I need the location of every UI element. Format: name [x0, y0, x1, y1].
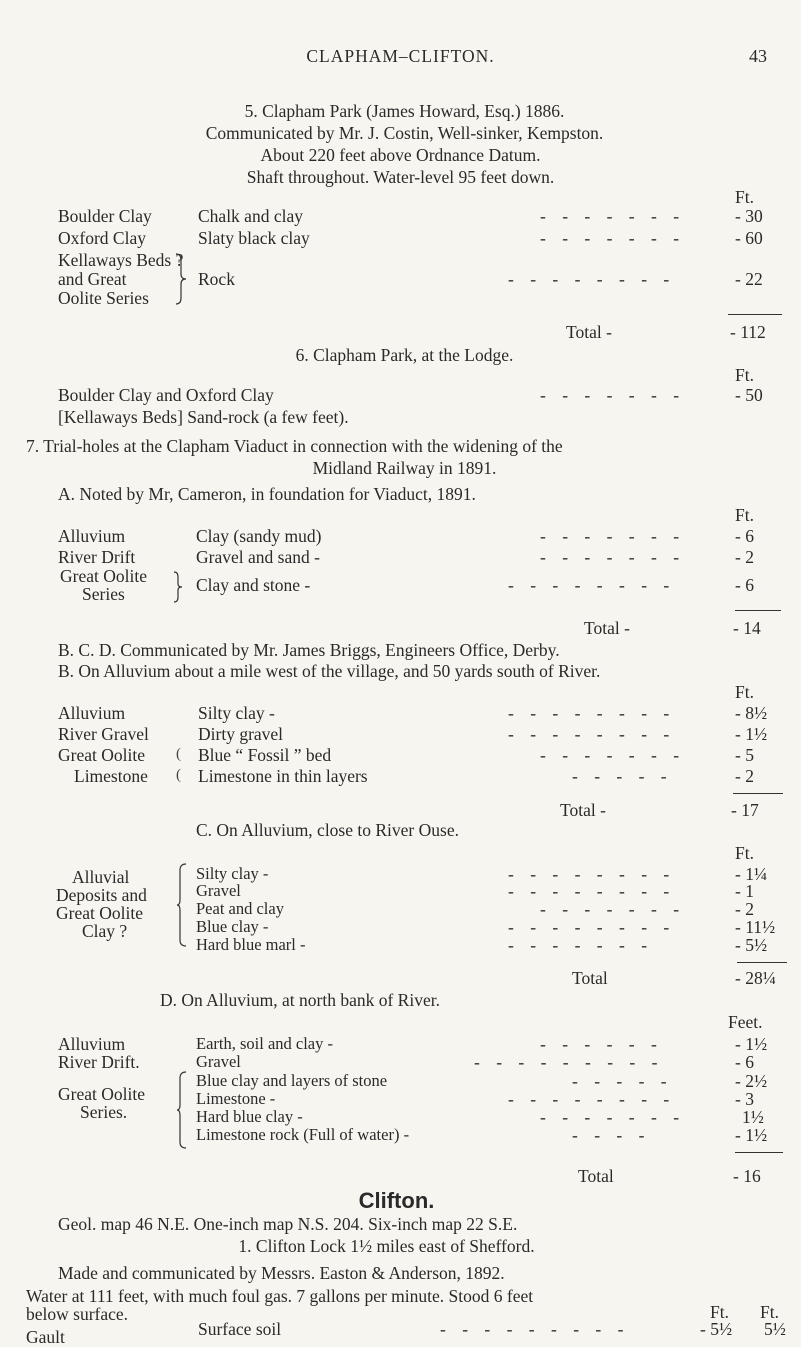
leader-dots: - - - - - - -	[540, 1107, 686, 1127]
formation-label: Great Oolite	[58, 745, 145, 765]
formation-label: Gault	[26, 1327, 65, 1347]
thickness-value: - 1½	[735, 724, 768, 744]
leader-dots: - - - - - - - -	[508, 703, 676, 723]
thickness-value: - 8½	[735, 703, 768, 723]
feet-header: Feet.	[728, 1012, 763, 1032]
leader-dots: - - - -	[572, 1125, 651, 1145]
subsection-d-title: D. On Alluvium, at north bank of River.	[160, 990, 440, 1010]
material-label: Silty clay -	[198, 703, 275, 723]
total-rule	[737, 962, 787, 963]
section-5-shaft: Shaft throughout. Water-level 95 feet down.	[246, 167, 555, 187]
thickness-value: - 5½	[735, 935, 768, 955]
material-label: Earth, soil and clay -	[196, 1034, 333, 1053]
bracket-icon: (	[176, 746, 181, 762]
material-label: Peat and clay	[196, 899, 284, 918]
total-label: Total	[572, 968, 608, 988]
material-label: Surface soil	[198, 1319, 282, 1339]
clifton-water: Water at 111 feet, with much foul gas. 7 gallons per minute. Stood 6 feet	[26, 1286, 534, 1306]
formation-label: Alluvium	[58, 703, 126, 723]
clifton-heading: Clifton.	[358, 1188, 435, 1213]
ft-header: Ft.	[735, 843, 754, 863]
material-label: Limestone rock (Full of water) -	[196, 1125, 410, 1144]
thickness-value: 1½	[742, 1107, 764, 1127]
material-label: Dirty gravel	[198, 724, 284, 744]
total-rule	[735, 610, 781, 611]
total-rule	[728, 314, 782, 315]
section-5-communicated: Communicated by Mr. J. Costin, Well-sinker, Kempston.	[205, 123, 604, 143]
leader-dots: - - - - - - - -	[508, 881, 676, 901]
material-label: Blue “ Fossil ” bed	[198, 745, 332, 765]
total-label: Total -	[560, 800, 606, 820]
thickness-value: - 1	[735, 881, 754, 901]
formation-label: Limestone	[74, 766, 148, 786]
total-rule	[735, 1152, 783, 1153]
formation-label: Series.	[80, 1102, 128, 1122]
formation-label: Series	[82, 584, 125, 604]
formation-label: Alluvium	[58, 526, 126, 546]
leader-dots: - - - - - - -	[540, 547, 686, 567]
formation-label: Deposits and	[56, 885, 147, 905]
material-label: Gravel	[196, 1052, 241, 1071]
thickness-value: - 2	[735, 547, 754, 567]
thickness-value: - 50	[735, 385, 763, 405]
section-7-intro-2: Midland Railway in 1891.	[312, 458, 497, 478]
formation-label: Great Oolite	[56, 903, 143, 923]
brace-icon	[176, 1070, 188, 1150]
leader-dots: - - - - - - - -	[508, 917, 676, 937]
material-label: Hard blue clay -	[196, 1107, 303, 1126]
formation-label: Great Oolite	[60, 566, 147, 586]
material-label: Gravel	[196, 881, 241, 900]
material-label: Chalk and clay	[198, 206, 303, 226]
leader-dots: - - - - - - - - -	[474, 1052, 664, 1072]
formation-label: River Drift.	[58, 1052, 140, 1072]
leader-dots: - - - - - -	[540, 1034, 663, 1054]
leader-dots: - - - - - - -	[540, 526, 686, 546]
material-label: Blue clay -	[196, 917, 269, 936]
leader-dots: - - - - - - -	[540, 385, 686, 405]
material-label: Slaty black clay	[198, 228, 310, 248]
page-number: 43	[749, 46, 767, 66]
total-label: Total	[578, 1166, 614, 1186]
material-label: Hard blue marl -	[196, 935, 306, 954]
leader-dots: - - - - - - -	[508, 935, 654, 955]
material-label: Rock	[198, 269, 235, 289]
thickness-value: - 1½	[735, 1125, 768, 1145]
material-label: Clay (sandy mud)	[196, 526, 322, 546]
formation-label: Kellaways Beds ?	[58, 250, 184, 270]
section-5-datum: About 220 feet above Ordnance Datum.	[260, 145, 541, 165]
material-label: Limestone -	[196, 1089, 276, 1108]
formation-label: and Great	[58, 269, 127, 289]
section-6-line-2: [Kellaways Beds] Sand-rock (a few feet).	[58, 407, 349, 427]
thickness-value: - 60	[735, 228, 763, 248]
section-5-title: 5. Clapham Park (James Howard, Esq.) 1886.	[244, 101, 565, 121]
ft-header-cumulative: Ft.	[760, 1302, 779, 1322]
thickness-value: - 30	[735, 206, 763, 226]
formation-label: Clay ?	[82, 921, 128, 941]
leader-dots: - - - - - - -	[540, 206, 686, 226]
thickness-value: - 6	[735, 575, 754, 595]
bcd-communicated: B. C. D. Communicated by Mr. James Briggs, Engineers Office, Derby.	[58, 640, 560, 660]
ft-header: Ft.	[735, 505, 754, 525]
thickness-value: - 3	[735, 1089, 754, 1109]
clifton-maps: Geol. map 46 N.E. One-inch map N.S. 204. Six-inch map 22 S.E.	[58, 1214, 518, 1234]
total-label: Total -	[566, 322, 612, 342]
clifton-lock-title: 1. Clifton Lock 1½ miles east of Shefford.	[238, 1236, 535, 1256]
total-value: - 112	[730, 322, 766, 342]
section-7-intro: 7. Trial-holes at the Clapham Viaduct in connection with the widening of the	[26, 436, 563, 456]
ft-header: Ft.	[735, 365, 754, 385]
formation-label: Alluvium	[58, 1034, 126, 1054]
brace-icon	[172, 570, 184, 604]
thickness-value: - 1¼	[735, 864, 768, 884]
total-value: - 16	[733, 1166, 761, 1186]
brace-icon	[176, 862, 188, 948]
thickness-value: - 5	[735, 745, 754, 765]
formation-label: River Gravel	[58, 724, 149, 744]
thickness-value: - 2	[735, 766, 754, 786]
running-header: CLAPHAM–CLIFTON.	[306, 46, 495, 66]
thickness-value: - 2	[735, 899, 754, 919]
leader-dots: - - - - - - - -	[508, 724, 676, 744]
thickness-value: - 6	[735, 1052, 754, 1072]
section-6-line-1: Boulder Clay and Oxford Clay	[58, 385, 274, 405]
formation-label: Oxford Clay	[58, 228, 146, 248]
total-value: - 17	[731, 800, 759, 820]
clifton-water-2: below surface.	[26, 1304, 129, 1324]
formation-label: Oolite Series	[58, 288, 149, 308]
cumulative-value: 5½	[764, 1319, 786, 1339]
leader-dots: - - - - - - - -	[508, 864, 676, 884]
material-label: Limestone in thin layers	[198, 766, 368, 786]
total-rule	[733, 793, 783, 794]
brace-icon	[174, 252, 188, 306]
leader-dots: - - - - -	[572, 1071, 673, 1091]
total-label: Total -	[584, 618, 630, 638]
formation-label: River Drift	[58, 547, 136, 567]
subsection-b-title: B. On Alluvium about a mile west of the village, and 50 yards south of River.	[58, 661, 601, 681]
section-6-title: 6. Clapham Park, at the Lodge.	[295, 345, 514, 365]
leader-dots: - - - - -	[572, 766, 673, 786]
thickness-value: - 5½	[700, 1319, 733, 1339]
subsection-a-title: A. Noted by Mr, Cameron, in foundation for Viaduct, 1891.	[58, 484, 476, 504]
thickness-value: - 6	[735, 526, 754, 546]
bracket-icon: (	[176, 767, 181, 783]
leader-dots: - - - - - - -	[540, 228, 686, 248]
thickness-value: - 22	[735, 269, 763, 289]
material-label: Blue clay and layers of stone	[196, 1071, 388, 1090]
thickness-value: - 1½	[735, 1034, 768, 1054]
ft-header: Ft.	[735, 682, 754, 702]
clifton-made: Made and communicated by Messrs. Easton & Anderson, 1892.	[58, 1263, 505, 1283]
ft-header: Ft.	[710, 1302, 729, 1322]
ft-header: Ft.	[735, 187, 754, 207]
leader-dots: - - - - - - -	[540, 899, 686, 919]
leader-dots: - - - - - - - - -	[440, 1319, 630, 1339]
thickness-value: - 11½	[735, 917, 776, 937]
material-label: Gravel and sand -	[196, 547, 320, 567]
formation-label: Boulder Clay	[58, 206, 152, 226]
thickness-value: - 2½	[735, 1071, 768, 1091]
subsection-c-title: C. On Alluvium, close to River Ouse.	[196, 820, 459, 840]
leader-dots: - - - - - - -	[540, 745, 686, 765]
total-value: - 28¼	[735, 968, 776, 988]
total-value: - 14	[733, 618, 761, 638]
leader-dots: - - - - - - - -	[508, 575, 676, 595]
leader-dots: - - - - - - - -	[508, 1089, 676, 1109]
material-label: Clay and stone -	[196, 575, 311, 595]
material-label: Silty clay -	[196, 864, 269, 883]
formation-label: Great Oolite	[58, 1084, 145, 1104]
leader-dots: - - - - - - - -	[508, 269, 676, 289]
formation-label: Alluvial	[72, 867, 130, 887]
